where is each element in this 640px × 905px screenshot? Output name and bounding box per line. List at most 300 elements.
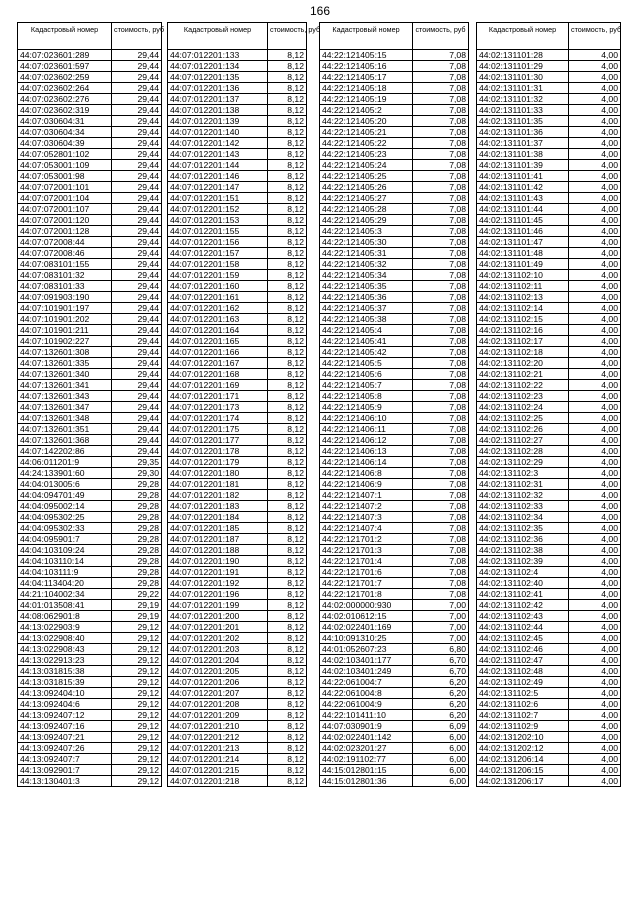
cost-cell: 29,44: [112, 259, 162, 270]
table-row: [477, 160, 621, 171]
cadastral-number-cell: 44:22:121407:1: [320, 490, 413, 501]
cost-cell: 8,12: [268, 556, 307, 567]
table-row: [477, 325, 621, 336]
cost-cell: 8,12: [268, 512, 307, 523]
cadastral-number-cell: 44:02:131102:40: [477, 578, 569, 589]
cadastral-number-cell: 44:07:072001:107: [18, 204, 112, 215]
table-row: [320, 567, 469, 578]
cost-cell: 29,12: [112, 754, 162, 765]
cost-cell: 7,08: [413, 94, 469, 105]
table-row: [477, 171, 621, 182]
cost-cell: 8,12: [268, 138, 307, 149]
cadastral-number-cell: 44:02:131202:10: [477, 732, 569, 743]
cadastral-number-cell: 44:02:131102:11: [477, 281, 569, 292]
table-row: [320, 138, 469, 149]
table-row: [477, 765, 621, 776]
table-row: [477, 358, 621, 369]
cadastral-number-cell: 44:02:131206:14: [477, 754, 569, 765]
table-row: [18, 545, 162, 556]
table-row: [477, 270, 621, 281]
cost-cell: 7,08: [413, 171, 469, 182]
cost-cell: 7,08: [413, 193, 469, 204]
cost-cell: 4,00: [569, 754, 621, 765]
table-row: [477, 699, 621, 710]
cost-cell: 4,00: [569, 116, 621, 127]
cadastral-number-cell: 44:22:121405:22: [320, 138, 413, 149]
cost-cell: 4,00: [569, 699, 621, 710]
cost-cell: 4,00: [569, 380, 621, 391]
cadastral-number-cell: 44:08:062901:8: [18, 611, 112, 622]
table-row: [477, 292, 621, 303]
cost-cell: 4,00: [569, 710, 621, 721]
table-row: [18, 567, 162, 578]
table-row: [18, 171, 162, 182]
table-row: [168, 303, 307, 314]
table-row: [477, 226, 621, 237]
cadastral-number-cell: 44:02:131101:30: [477, 72, 569, 83]
table-row: [168, 83, 307, 94]
cadastral-number-cell: 44:24:133901:60: [18, 468, 112, 479]
cost-cell: 7,08: [413, 292, 469, 303]
cadastral-number-cell: 44:13:022913:23: [18, 655, 112, 666]
cost-cell: 4,00: [569, 732, 621, 743]
cadastral-number-cell: 44:02:022401:142: [320, 732, 413, 743]
table-row: [18, 127, 162, 138]
cost-cell: 4,00: [569, 193, 621, 204]
table-row: [168, 611, 307, 622]
cost-cell: 8,12: [268, 490, 307, 501]
cadastral-number-cell: 44:22:121405:34: [320, 270, 413, 281]
cadastral-number-cell: 44:07:012201:185: [168, 523, 268, 534]
table-row: [18, 743, 162, 754]
cadastral-number-cell: 44:07:012201:167: [168, 358, 268, 369]
table-row: [320, 336, 469, 347]
table-row: [477, 622, 621, 633]
table-row: [168, 710, 307, 721]
cost-cell: 7,08: [413, 479, 469, 490]
cadastral-number-cell: 44:07:072001:120: [18, 215, 112, 226]
cadastral-number-cell: 44:07:012201:169: [168, 380, 268, 391]
cost-cell: 6,20: [413, 688, 469, 699]
cadastral-number-cell: 44:07:012201:159: [168, 270, 268, 281]
table-row: [320, 270, 469, 281]
cost-cell: 29,12: [112, 633, 162, 644]
cadastral-number-cell: 44:07:012201:200: [168, 611, 268, 622]
cost-cell: 7,08: [413, 336, 469, 347]
cost-cell: 8,12: [268, 754, 307, 765]
table-row: [320, 710, 469, 721]
table-row: [477, 655, 621, 666]
cadastral-number-cell: 44:07:132601:347: [18, 402, 112, 413]
cadastral-number-cell: 44:02:131102:32: [477, 490, 569, 501]
cost-cell: 8,12: [268, 545, 307, 556]
cost-cell: 7,00: [413, 622, 469, 633]
table-row: [320, 468, 469, 479]
cadastral-number-cell: 44:02:000000:930: [320, 600, 413, 611]
cadastral-number-cell: 44:22:121405:19: [320, 94, 413, 105]
table-row: [320, 72, 469, 83]
table-row: [18, 523, 162, 534]
cadastral-number-cell: 44:02:131101:45: [477, 215, 569, 226]
cost-cell: 29,44: [112, 380, 162, 391]
cadastral-number-cell: 44:02:022401:169: [320, 622, 413, 633]
header-cost: стоимость, руб: [569, 23, 621, 50]
table-row: [18, 325, 162, 336]
cost-cell: 4,00: [569, 259, 621, 270]
cadastral-number-cell: 44:22:121405:38: [320, 314, 413, 325]
table-row: [477, 380, 621, 391]
cost-cell: 7,08: [413, 424, 469, 435]
table-row: [18, 677, 162, 688]
table-row: [320, 149, 469, 160]
table-row: [320, 391, 469, 402]
cost-cell: 8,12: [268, 369, 307, 380]
cost-cell: 4,00: [569, 424, 621, 435]
table-row: [168, 644, 307, 655]
table-row: [320, 281, 469, 292]
cadastral-number-cell: 44:22:121405:35: [320, 281, 413, 292]
table-row: [320, 314, 469, 325]
cost-cell: 8,12: [268, 303, 307, 314]
cost-cell: 4,00: [569, 655, 621, 666]
table-row: [168, 446, 307, 457]
table-row: [477, 644, 621, 655]
table-row: [18, 765, 162, 776]
table-row: [477, 589, 621, 600]
header-cost: стоимость, руб: [112, 23, 162, 50]
table-row: [18, 380, 162, 391]
cost-cell: 4,00: [569, 457, 621, 468]
cadastral-number-cell: 44:02:131102:44: [477, 622, 569, 633]
table-row: [18, 446, 162, 457]
cadastral-number-cell: 44:07:091903:190: [18, 292, 112, 303]
table-row: [320, 226, 469, 237]
cadastral-number-cell: 44:07:012201:151: [168, 193, 268, 204]
table-row: [477, 567, 621, 578]
cadastral-number-cell: 44:07:012201:163: [168, 314, 268, 325]
cost-cell: 7,08: [413, 138, 469, 149]
cost-cell: 7,08: [413, 72, 469, 83]
table-row: [477, 523, 621, 534]
cost-cell: 7,08: [413, 413, 469, 424]
cadastral-number-cell: 44:02:131102:25: [477, 413, 569, 424]
cadastral-number-cell: 44:22:121405:24: [320, 160, 413, 171]
table-row: [18, 556, 162, 567]
table-row: [477, 237, 621, 248]
cadastral-table: [319, 22, 469, 787]
cost-cell: 4,00: [569, 347, 621, 358]
cost-cell: 7,08: [413, 402, 469, 413]
cadastral-number-cell: 44:22:121701:6: [320, 567, 413, 578]
cost-cell: 29,44: [112, 270, 162, 281]
cost-cell: 4,00: [569, 556, 621, 567]
cadastral-number-cell: 44:02:131102:48: [477, 666, 569, 677]
cadastral-number-cell: 44:22:121407:4: [320, 523, 413, 534]
cost-cell: 29,44: [112, 138, 162, 149]
table-row: [477, 776, 621, 787]
table-row: [168, 138, 307, 149]
table-row: [168, 391, 307, 402]
table-row: [18, 457, 162, 468]
cadastral-number-cell: 44:13:092404:10: [18, 688, 112, 699]
cost-cell: 4,00: [569, 523, 621, 534]
cadastral-number-cell: 44:02:131102:7: [477, 710, 569, 721]
cost-cell: 8,12: [268, 402, 307, 413]
cost-cell: 7,08: [413, 83, 469, 94]
cost-cell: 8,12: [268, 457, 307, 468]
cost-cell: 4,00: [569, 182, 621, 193]
cadastral-number-cell: 44:22:121405:8: [320, 391, 413, 402]
cadastral-number-cell: 44:02:131101:29: [477, 61, 569, 72]
table-row: [18, 149, 162, 160]
table-row: [168, 490, 307, 501]
table-row: [18, 237, 162, 248]
table-row: [477, 281, 621, 292]
table-row: [477, 633, 621, 644]
cost-cell: 29,44: [112, 83, 162, 94]
cadastral-number-cell: 44:07:012201:202: [168, 633, 268, 644]
cadastral-number-cell: 44:07:132601:341: [18, 380, 112, 391]
cost-cell: 29,44: [112, 149, 162, 160]
header-cost: стоимость, руб: [413, 23, 469, 50]
table-row: [168, 72, 307, 83]
table-row: [477, 347, 621, 358]
cadastral-number-cell: 44:13:022908:43: [18, 644, 112, 655]
table-row: [168, 413, 307, 424]
cost-cell: 8,12: [268, 655, 307, 666]
cost-cell: 7,08: [413, 589, 469, 600]
cost-cell: 4,00: [569, 776, 621, 787]
table-row: [320, 160, 469, 171]
cost-cell: 7,08: [413, 446, 469, 457]
table-row: [18, 501, 162, 512]
cadastral-number-cell: 44:02:131206:17: [477, 776, 569, 787]
cost-cell: 29,44: [112, 435, 162, 446]
cost-cell: 8,12: [268, 567, 307, 578]
cadastral-number-cell: 44:07:012201:199: [168, 600, 268, 611]
cadastral-number-cell: 44:02:131101:36: [477, 127, 569, 138]
cost-cell: 8,12: [268, 699, 307, 710]
table-row: [168, 578, 307, 589]
table-row: [477, 391, 621, 402]
cadastral-number-cell: 44:02:103401:177: [320, 655, 413, 666]
table-row: [168, 193, 307, 204]
cadastral-number-cell: 44:01:013508:41: [18, 600, 112, 611]
cost-cell: 8,12: [268, 633, 307, 644]
cost-cell: 8,12: [268, 435, 307, 446]
cost-cell: 7,08: [413, 61, 469, 72]
cadastral-number-cell: 44:07:101902:227: [18, 336, 112, 347]
cost-cell: 7,08: [413, 347, 469, 358]
cost-cell: 6,00: [413, 732, 469, 743]
cadastral-number-cell: 44:22:061004:9: [320, 699, 413, 710]
cadastral-number-cell: 44:07:012201:143: [168, 149, 268, 160]
table-row: [477, 83, 621, 94]
cost-cell: 29,44: [112, 325, 162, 336]
cadastral-number-cell: 44:07:012201:192: [168, 578, 268, 589]
cost-cell: 4,00: [569, 314, 621, 325]
table-row: [18, 402, 162, 413]
cost-cell: 8,12: [268, 61, 307, 72]
table-row: [168, 545, 307, 556]
cadastral-number-cell: 44:02:131102:17: [477, 336, 569, 347]
cost-cell: 8,12: [268, 622, 307, 633]
page-number: 166: [309, 4, 331, 18]
cadastral-number-cell: 44:22:121406:9: [320, 479, 413, 490]
table-row: [18, 336, 162, 347]
cost-cell: 4,00: [569, 138, 621, 149]
cost-cell: 4,00: [569, 413, 621, 424]
cadastral-table: [167, 22, 321, 787]
table-row: [320, 237, 469, 248]
cadastral-number-cell: 44:22:121405:23: [320, 149, 413, 160]
table-row: [168, 182, 307, 193]
cadastral-number-cell: 44:07:072001:104: [18, 193, 112, 204]
cost-cell: 29,44: [112, 281, 162, 292]
table-row: [168, 666, 307, 677]
table-row: [18, 259, 162, 270]
cost-cell: 7,08: [413, 556, 469, 567]
table-row: [18, 182, 162, 193]
cost-cell: 4,00: [569, 600, 621, 611]
cost-cell: 7,08: [413, 314, 469, 325]
table-row: [477, 490, 621, 501]
cost-cell: 4,00: [569, 446, 621, 457]
table-row: [477, 457, 621, 468]
cadastral-number-cell: 44:07:030901:9: [320, 721, 413, 732]
cadastral-number-cell: 44:07:012201:206: [168, 677, 268, 688]
cadastral-number-cell: 44:07:072008:44: [18, 237, 112, 248]
cost-cell: 7,08: [413, 523, 469, 534]
cadastral-number-cell: 44:07:012201:203: [168, 644, 268, 655]
cadastral-number-cell: 44:02:131102:24: [477, 402, 569, 413]
cadastral-number-cell: 44:02:131102:29: [477, 457, 569, 468]
cost-cell: 7,08: [413, 468, 469, 479]
cadastral-number-cell: 44:22:121405:4: [320, 325, 413, 336]
table-row: [18, 160, 162, 171]
cadastral-number-cell: 44:02:131102:23: [477, 391, 569, 402]
cost-cell: 8,12: [268, 182, 307, 193]
table-row: [18, 600, 162, 611]
table-row: [477, 259, 621, 270]
cadastral-number-cell: 44:07:012201:138: [168, 105, 268, 116]
table-row: [168, 270, 307, 281]
cadastral-number-cell: 44:07:012201:196: [168, 589, 268, 600]
cost-cell: 29,28: [112, 578, 162, 589]
cadastral-number-cell: 44:07:012201:175: [168, 424, 268, 435]
cost-cell: 29,12: [112, 743, 162, 754]
cost-cell: 4,00: [569, 72, 621, 83]
cost-cell: 8,12: [268, 215, 307, 226]
cadastral-number-cell: 44:13:031815:38: [18, 666, 112, 677]
cadastral-number-cell: 44:22:121405:15: [320, 50, 413, 61]
cadastral-number-cell: 44:22:121405:31: [320, 248, 413, 259]
cost-cell: 8,12: [268, 721, 307, 732]
cadastral-number-cell: 44:02:131102:9: [477, 721, 569, 732]
table-row: [320, 754, 469, 765]
table-row: [168, 479, 307, 490]
table-row: [168, 105, 307, 116]
table-row: [477, 61, 621, 72]
cost-cell: 29,44: [112, 226, 162, 237]
table-row: [168, 50, 307, 61]
cost-cell: 8,12: [268, 732, 307, 743]
cadastral-number-cell: 44:02:131102:10: [477, 270, 569, 281]
table-row: [320, 94, 469, 105]
cost-cell: 4,00: [569, 105, 621, 116]
cadastral-number-cell: 44:04:013005:6: [18, 479, 112, 490]
table-row: [320, 292, 469, 303]
cadastral-number-cell: 44:07:012201:177: [168, 435, 268, 446]
table-row: [320, 589, 469, 600]
cost-cell: 4,00: [569, 215, 621, 226]
table-row: [477, 204, 621, 215]
table-row: [320, 490, 469, 501]
cadastral-number-cell: 44:13:092407:21: [18, 732, 112, 743]
cost-cell: 4,00: [569, 479, 621, 490]
cost-cell: 4,00: [569, 248, 621, 259]
table-row: [168, 325, 307, 336]
cadastral-number-cell: 44:13:130401:3: [18, 776, 112, 787]
cadastral-number-cell: 44:13:092407:7: [18, 754, 112, 765]
table-row: [168, 171, 307, 182]
table-column-3: [319, 22, 469, 787]
cost-cell: 29,44: [112, 358, 162, 369]
cost-cell: 4,00: [569, 358, 621, 369]
table-row: [18, 270, 162, 281]
cost-cell: 29,28: [112, 534, 162, 545]
cost-cell: 8,12: [268, 347, 307, 358]
cadastral-number-cell: 44:02:131102:41: [477, 589, 569, 600]
cost-cell: 29,44: [112, 347, 162, 358]
table-row: [18, 666, 162, 677]
cost-cell: 8,12: [268, 523, 307, 534]
cost-cell: 8,12: [268, 83, 307, 94]
table-row: [477, 468, 621, 479]
cost-cell: 7,08: [413, 380, 469, 391]
cost-cell: 8,12: [268, 127, 307, 138]
table-row: [477, 127, 621, 138]
cadastral-number-cell: 44:07:012201:166: [168, 347, 268, 358]
table-row: [320, 677, 469, 688]
table-row: [18, 424, 162, 435]
cost-cell: 6,00: [413, 754, 469, 765]
cadastral-number-cell: 44:07:012201:210: [168, 721, 268, 732]
cost-cell: 7,08: [413, 534, 469, 545]
cost-cell: 4,00: [569, 127, 621, 138]
cadastral-number-cell: 44:02:131101:49: [477, 259, 569, 270]
table-row: [18, 644, 162, 655]
cadastral-number-cell: 44:22:121405:18: [320, 83, 413, 94]
cost-cell: 7,08: [413, 237, 469, 248]
table-row: [168, 589, 307, 600]
cadastral-number-cell: 44:02:131102:13: [477, 292, 569, 303]
table-row: [477, 149, 621, 160]
cadastral-number-cell: 44:07:012201:144: [168, 160, 268, 171]
cost-cell: 7,08: [413, 127, 469, 138]
table-row: [320, 325, 469, 336]
cadastral-number-cell: 44:22:121405:37: [320, 303, 413, 314]
cadastral-number-cell: 44:07:012201:205: [168, 666, 268, 677]
cost-cell: 29,28: [112, 567, 162, 578]
cost-cell: 29,12: [112, 776, 162, 787]
table-row: [320, 204, 469, 215]
cadastral-number-cell: 44:13:092407:16: [18, 721, 112, 732]
cadastral-number-cell: 44:06:011201:9: [18, 457, 112, 468]
cadastral-number-cell: 44:22:121405:9: [320, 402, 413, 413]
cost-cell: 8,12: [268, 193, 307, 204]
cadastral-number-cell: 44:07:023601:597: [18, 61, 112, 72]
